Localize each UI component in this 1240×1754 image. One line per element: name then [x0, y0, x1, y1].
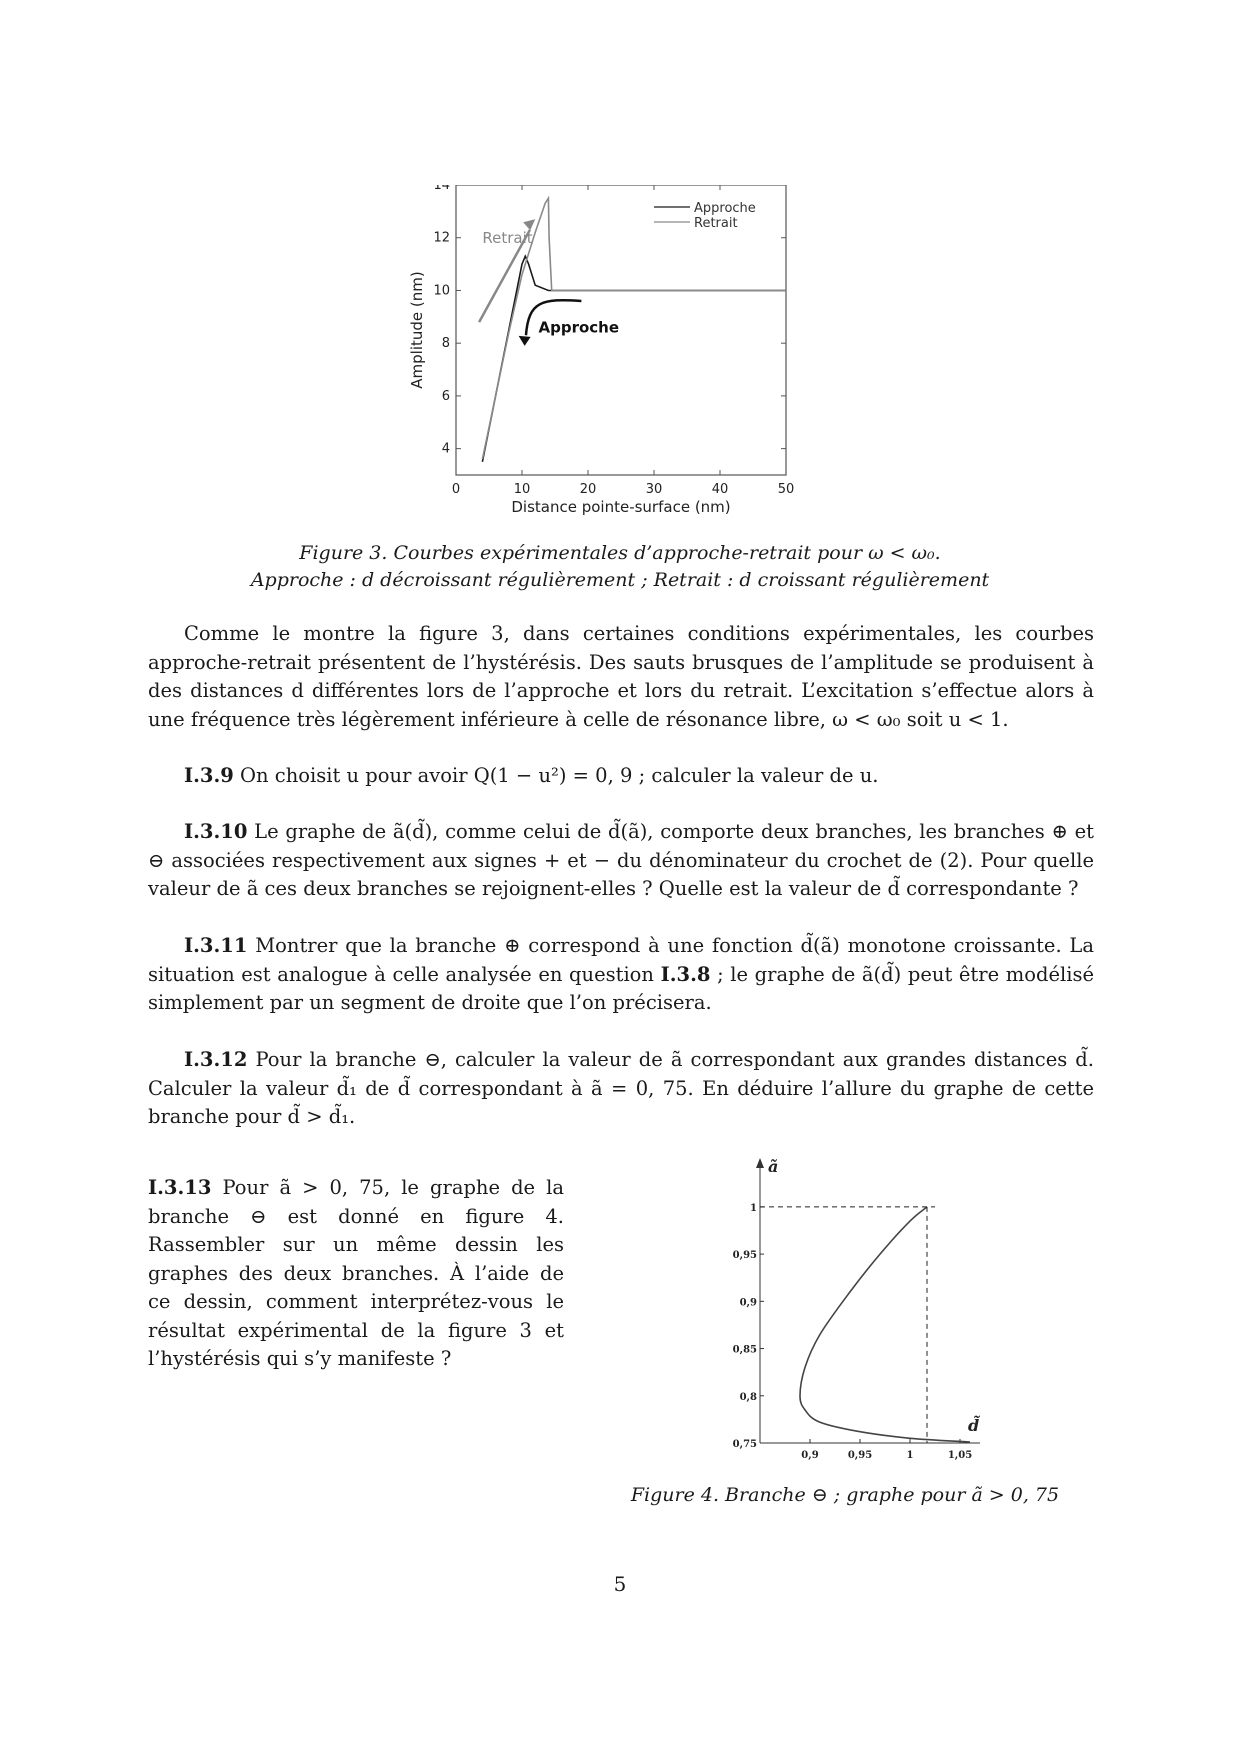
y-tick-label: 0,85	[732, 1344, 757, 1356]
y-axis-arrow	[756, 1158, 764, 1168]
question-1-3-11	[148, 932, 1094, 1018]
question-text: Montrer que la branche ⊕ correspond à une fonction d̃(ã) monotone croissante. La situation est analogue à celle analysée en question	[148, 934, 1095, 986]
question-number: I.3.9	[184, 764, 234, 787]
question-reference: I.3.8	[660, 962, 711, 986]
question-number: I.3.10	[184, 820, 248, 843]
y-tick-label: 6	[441, 388, 450, 404]
branch-minus-curve	[800, 1207, 970, 1442]
question-text: Pour la branche ⊖, calculer la valeur de ã correspondant aux grandes distances d̃. Calculer la valeur d̃₁ de d̃ correspondant à ã = 0, 75. En déduire l’allure du graphe de cette branche pour d̃ > d̃₁.	[148, 1048, 1094, 1128]
question-1-3-9	[148, 762, 1094, 791]
legend-label-approche: Approche	[694, 201, 756, 216]
x-tick-label: 30	[645, 482, 663, 497]
y-tick-label: 12	[433, 230, 450, 246]
x-tick-label: 0,9	[801, 1450, 819, 1461]
question-text-continued: ; le graphe de ã(d̃) peut être modélisé simplement par un segment de droite que l’on précisera.	[148, 962, 1095, 1014]
x-tick-label: 50	[777, 482, 795, 497]
intro-text: Comme le montre la figure 3, dans certaines conditions expérimentales, les courbes approche-retrait présentent de l’hystérésis. Des sauts brusques de l’amplitude se produisent à des distances d différentes lors de l’approche et lors du retrait. L’excitation s’effectue alors à une fréquence très légèrement inférieure à celle de résonance libre, ω < ω₀ soit u < 1.	[148, 622, 1094, 731]
figure-4-caption-text: Figure 4. Branche ⊖ ; graphe pour ã > 0, 75	[630, 1484, 1060, 1506]
x-axis-label: d̃	[968, 1416, 980, 1435]
figure-3	[400, 185, 860, 515]
x-tick-label: 10	[513, 482, 531, 497]
question-number: I.3.13	[148, 1176, 212, 1199]
approche-arrow-head	[519, 336, 531, 346]
question-text: Le graphe de ã(d̃), comme celui de d̃(ã), comporte deux branches, les branches ⊕ et ⊖ associées respectivement aux signes + et − du dénominateur du crochet de (2). Pour quelle valeur de ã ces deux branches se rejoignent-elles ? Quelle est la valeur de d̃ correspondante ?	[148, 820, 1094, 900]
x-tick-label: 0	[451, 482, 461, 497]
question-number: I.3.12	[184, 1048, 248, 1071]
x-tick-label: 1	[906, 1450, 914, 1461]
legend-label-retrait: Retrait	[694, 216, 738, 231]
y-tick-label: 0,9	[739, 1297, 757, 1309]
x-tick-label: 40	[711, 482, 729, 497]
series-line-approche	[482, 256, 786, 462]
y-tick-label: 8	[441, 336, 450, 352]
x-tick-label: 0,95	[847, 1450, 873, 1461]
y-tick-label: 10	[433, 283, 450, 299]
y-axis-label: ã	[768, 1158, 779, 1176]
figure-4-caption	[600, 1482, 1090, 1509]
annotation-retrait: Retrait	[482, 229, 533, 247]
figure-3-caption-line-2: Approche : d décroissant régulièrement ; Retrait : d croissant régulièrement	[250, 569, 990, 591]
y-tick-label: 0,95	[732, 1250, 757, 1262]
question-1-3-13	[148, 1174, 564, 1374]
question-text: On choisit u pour avoir Q(1 − u²) = 0, 9 ; calculer la valeur de u.	[240, 764, 879, 787]
y-tick-label: 1	[750, 1202, 757, 1214]
page-number: 5	[613, 1572, 627, 1596]
y-tick-label: 4	[441, 441, 450, 457]
intro-paragraph	[148, 620, 1094, 734]
figure-3-caption	[150, 540, 1090, 594]
x-axis-label: Distance pointe-surface (nm)	[511, 498, 731, 515]
annotation-approche: Approche	[538, 318, 620, 337]
question-number: I.3.11	[184, 934, 248, 957]
y-tick-label: 0,8	[739, 1391, 757, 1403]
figure-4-chart	[728, 1158, 998, 1468]
figure-4	[728, 1158, 998, 1468]
y-tick-label: 0,75	[732, 1439, 757, 1450]
y-tick-label: 14	[433, 185, 450, 193]
question-1-3-10	[148, 818, 1094, 904]
x-tick-label: 20	[579, 482, 597, 497]
question-text: Pour ã > 0, 75, le graphe de la branche ⊖ est donné en figure 4. Rassembler sur un même dessin les graphes des deux branches. À l’aide de ce dessin, comment interprétez-vous le résultat expérimental de la figure 3 et l’hystérésis qui s’y manifeste ?	[148, 1176, 564, 1370]
question-1-3-12	[148, 1046, 1094, 1132]
figure-3-caption-line-1: Figure 3. Courbes expérimentales d’approche-retrait pour ω < ω₀.	[299, 542, 941, 564]
y-axis-label: Amplitude (nm)	[408, 271, 426, 389]
x-tick-label: 1,05	[947, 1450, 973, 1461]
figure-3-chart	[400, 185, 860, 515]
